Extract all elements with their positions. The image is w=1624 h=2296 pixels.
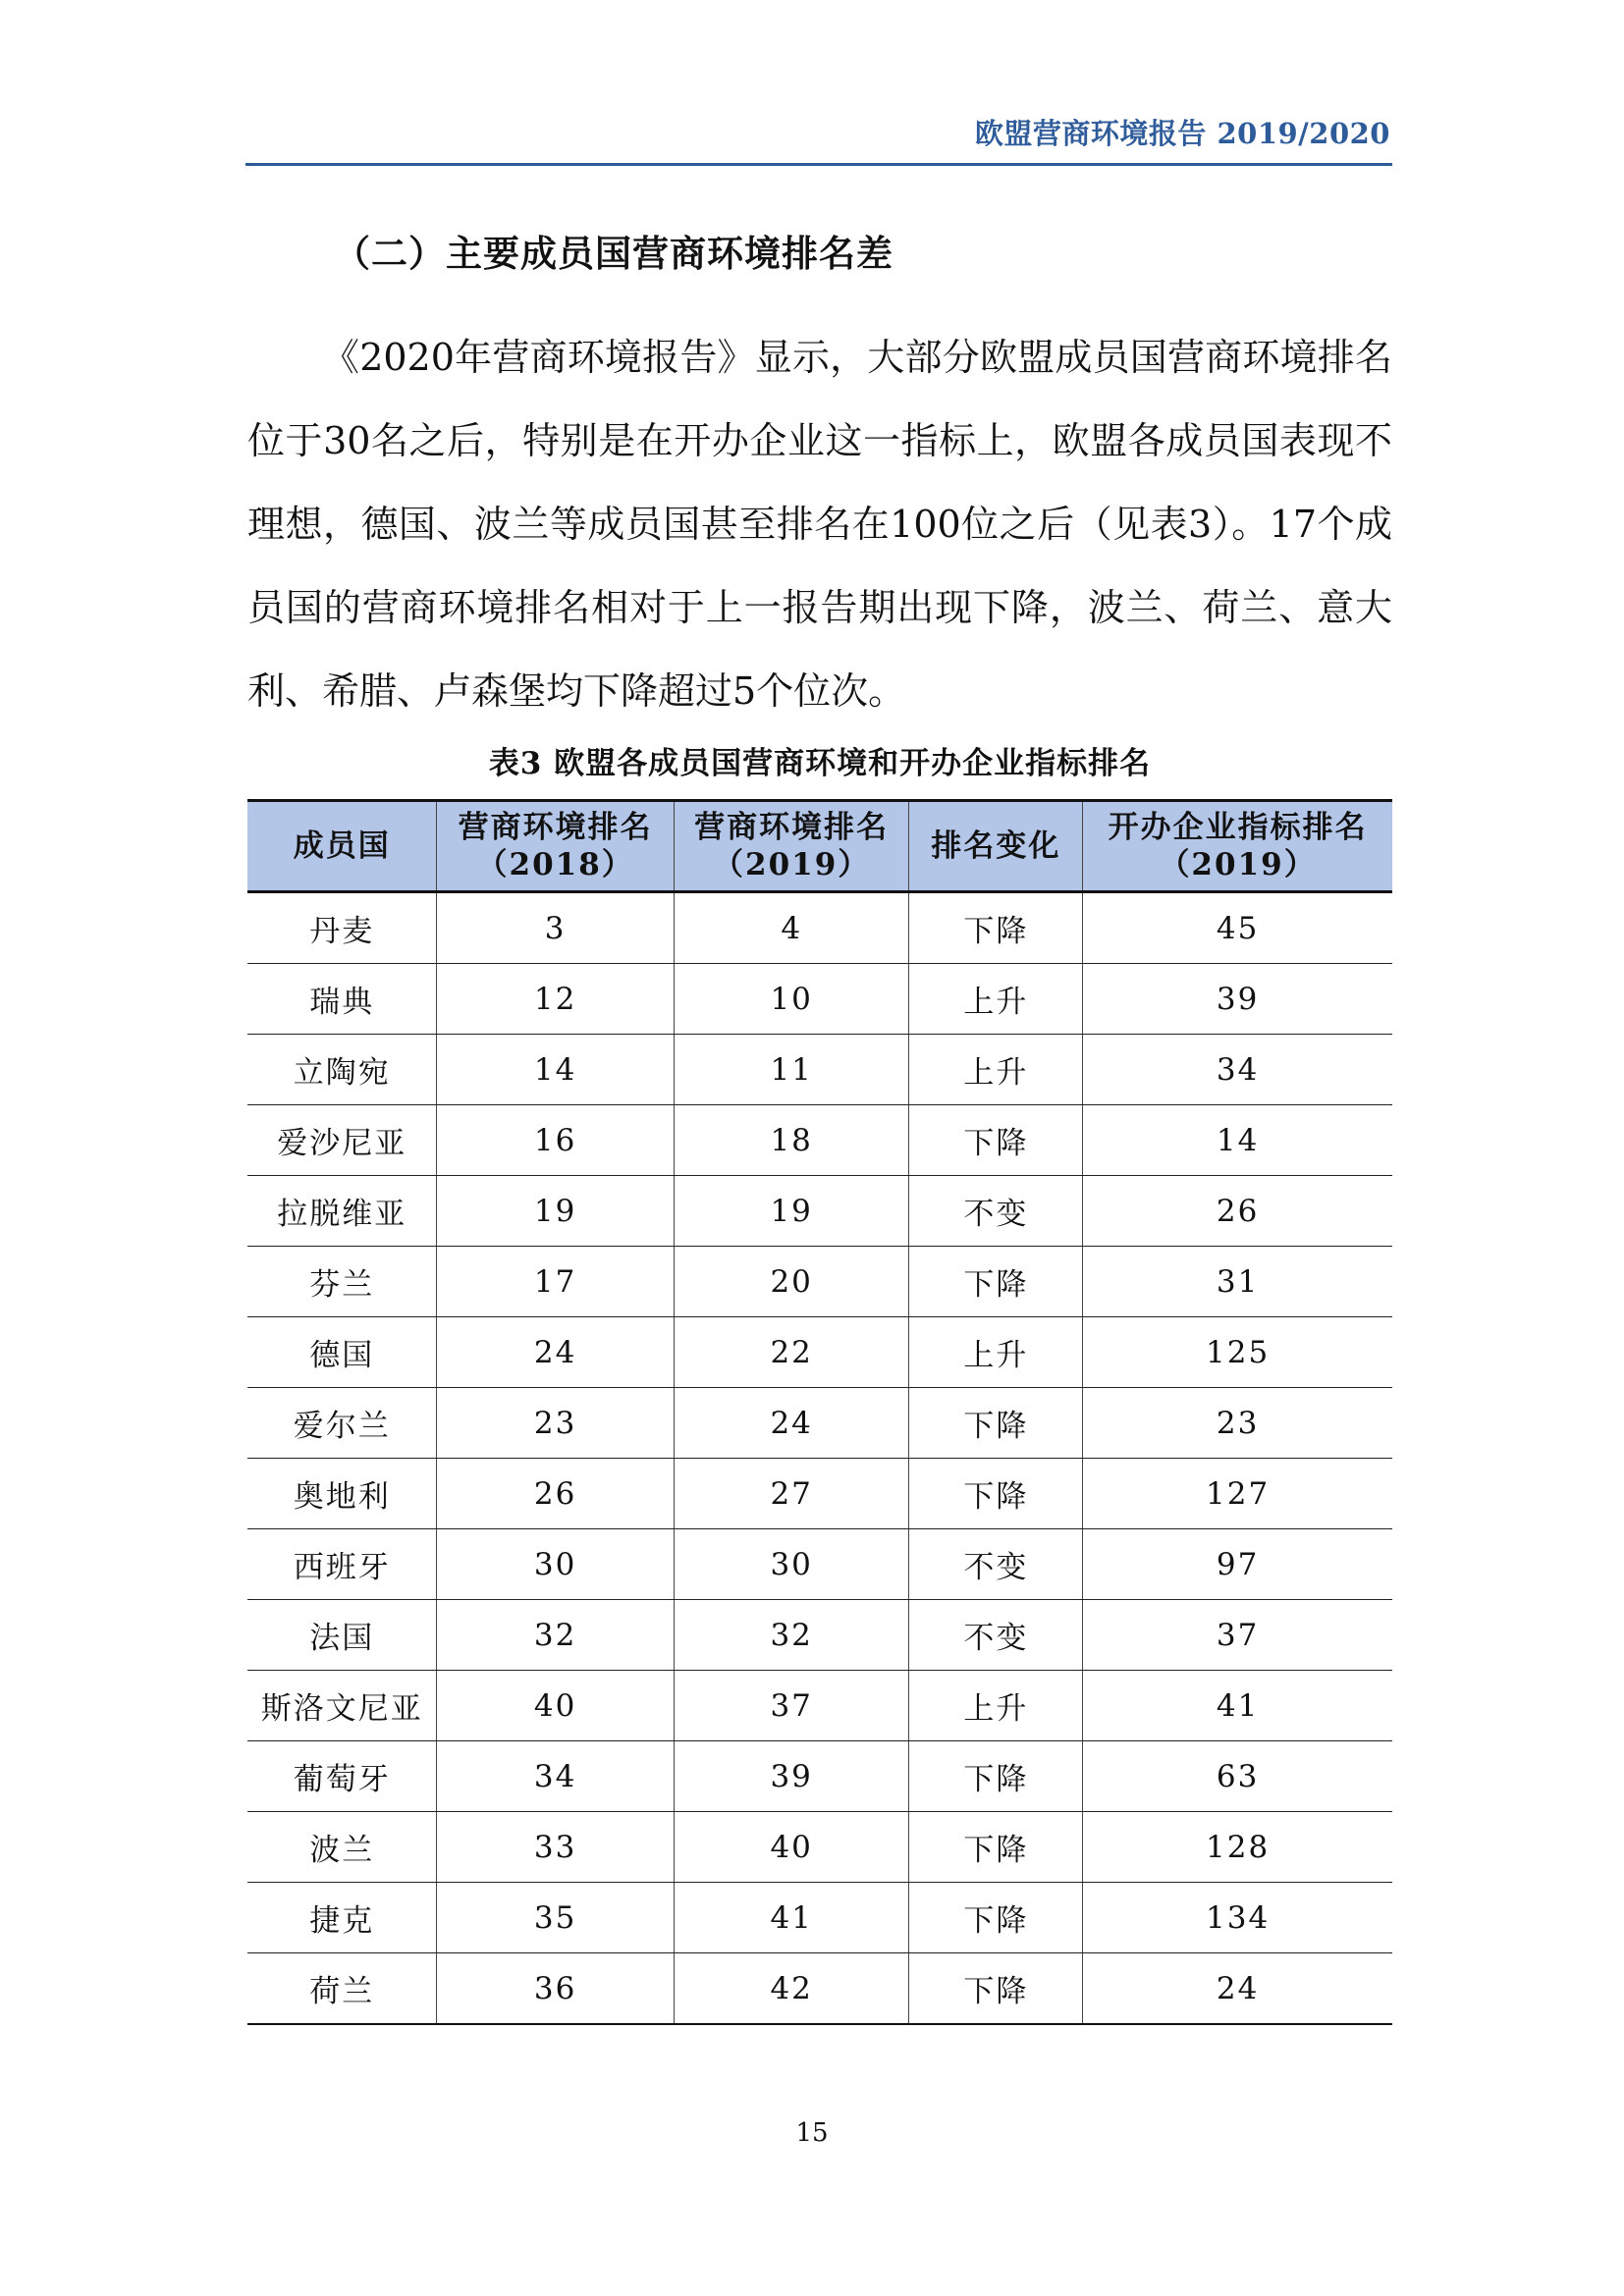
cell-rank-change: 不变 <box>909 1176 1083 1247</box>
cell-country: 瑞典 <box>247 964 437 1035</box>
cell-rank-2019: 42 <box>674 1953 909 2025</box>
cell-country: 奥地利 <box>247 1459 437 1529</box>
cell-rank-2019: 27 <box>674 1459 909 1529</box>
table-row <box>247 1317 1392 1388</box>
cell-rank-2019: 19 <box>674 1176 909 1247</box>
cell-country: 立陶宛 <box>247 1035 437 1105</box>
cell-rank-change: 下降 <box>909 1388 1083 1459</box>
table-row <box>247 1176 1392 1247</box>
cell-rank-change: 下降 <box>909 1247 1083 1317</box>
table-row <box>247 1247 1392 1317</box>
cell-country: 芬兰 <box>247 1247 437 1317</box>
cell-country: 捷克 <box>247 1883 437 1953</box>
page-number: 15 <box>795 2118 829 2148</box>
table-row <box>247 1600 1392 1671</box>
cell-starting-business: 125 <box>1083 1317 1392 1388</box>
table-row <box>247 1812 1392 1883</box>
cell-rank-2018: 35 <box>437 1883 674 1953</box>
cell-rank-2019: 10 <box>674 964 909 1035</box>
cell-rank-2019: 32 <box>674 1600 909 1671</box>
header-rank-2019 <box>674 801 909 892</box>
cell-country: 荷兰 <box>247 1953 437 2025</box>
cell-rank-2019: 37 <box>674 1671 909 1741</box>
cell-starting-business: 26 <box>1083 1176 1392 1247</box>
table-row <box>247 892 1392 964</box>
cell-rank-change: 下降 <box>909 892 1083 964</box>
cell-country: 爱沙尼亚 <box>247 1105 437 1176</box>
body-paragraph: 《2020年营商环境报告》显示，大部分欧盟成员国营商环境排名位于30名之后，特别是在开办企业这一指标上，欧盟各成员国表现不理想，德国、波兰等成员国甚至排名在100位之后（见表3）。17个成员国的营商环境排名相对于上一报告期出现下降，波兰、荷兰、意大利、希腊、卢森堡均下降超过5个位次。 <box>247 336 1392 713</box>
header-rank-2019-line1: 营商环境排名 <box>694 810 890 845</box>
cell-country: 丹麦 <box>247 892 437 964</box>
cell-rank-2019: 41 <box>674 1883 909 1953</box>
cell-rank-2018: 34 <box>437 1741 674 1812</box>
table-row <box>247 1741 1392 1812</box>
cell-rank-2018: 30 <box>437 1529 674 1600</box>
table-row <box>247 1953 1392 2025</box>
cell-rank-2018: 36 <box>437 1953 674 2025</box>
cell-rank-2018: 33 <box>437 1812 674 1883</box>
cell-rank-2018: 23 <box>437 1388 674 1459</box>
cell-rank-2019: 4 <box>674 892 909 964</box>
table-body <box>247 892 1392 2025</box>
header-starting-business-line1: 开办企业指标排名 <box>1108 810 1368 845</box>
header-country <box>247 801 437 892</box>
cell-rank-2018: 12 <box>437 964 674 1035</box>
cell-rank-change: 上升 <box>909 964 1083 1035</box>
header-rank-change-label: 排名变化 <box>931 828 1061 864</box>
cell-rank-change: 下降 <box>909 1105 1083 1176</box>
cell-rank-change: 下降 <box>909 1812 1083 1883</box>
cell-country: 葡萄牙 <box>247 1741 437 1812</box>
cell-starting-business: 127 <box>1083 1459 1392 1529</box>
cell-starting-business: 134 <box>1083 1883 1392 1953</box>
cell-rank-2019: 11 <box>674 1035 909 1105</box>
cell-rank-2019: 39 <box>674 1741 909 1812</box>
cell-rank-change: 不变 <box>909 1529 1083 1600</box>
header-rank-2018-line1: 营商环境排名 <box>458 810 653 845</box>
table-row <box>247 1105 1392 1176</box>
cell-rank-2019: 30 <box>674 1529 909 1600</box>
cell-starting-business: 34 <box>1083 1035 1392 1105</box>
header-country-label: 成员国 <box>293 828 391 864</box>
cell-rank-change: 下降 <box>909 1741 1083 1812</box>
table-row <box>247 1671 1392 1741</box>
cell-country: 西班牙 <box>247 1529 437 1600</box>
cell-rank-change: 上升 <box>909 1317 1083 1388</box>
cell-rank-change: 下降 <box>909 1953 1083 2025</box>
cell-starting-business: 63 <box>1083 1741 1392 1812</box>
cell-starting-business: 24 <box>1083 1953 1392 2025</box>
header-starting-business-line2: （2019） <box>1159 847 1317 882</box>
cell-rank-2018: 3 <box>437 892 674 964</box>
ranking-table <box>247 799 1392 2025</box>
cell-rank-2018: 17 <box>437 1247 674 1317</box>
cell-rank-2018: 26 <box>437 1459 674 1529</box>
cell-rank-2018: 40 <box>437 1671 674 1741</box>
cell-rank-2019: 24 <box>674 1388 909 1459</box>
table-row <box>247 964 1392 1035</box>
cell-country: 爱尔兰 <box>247 1388 437 1459</box>
table-row <box>247 1388 1392 1459</box>
cell-rank-change: 不变 <box>909 1600 1083 1671</box>
cell-rank-2019: 22 <box>674 1317 909 1388</box>
table-row <box>247 1883 1392 1953</box>
cell-country: 波兰 <box>247 1812 437 1883</box>
cell-rank-2019: 20 <box>674 1247 909 1317</box>
cell-country: 法国 <box>247 1600 437 1671</box>
cell-rank-2018: 19 <box>437 1176 674 1247</box>
header-divider <box>245 163 1392 166</box>
cell-starting-business: 37 <box>1083 1600 1392 1671</box>
cell-rank-2018: 14 <box>437 1035 674 1105</box>
cell-starting-business: 128 <box>1083 1812 1392 1883</box>
cell-rank-change: 下降 <box>909 1459 1083 1529</box>
header-rank-2019-line2: （2019） <box>713 847 871 882</box>
cell-starting-business: 14 <box>1083 1105 1392 1176</box>
table-row <box>247 1459 1392 1529</box>
header-rank-2018-line2: （2018） <box>476 847 634 882</box>
cell-rank-change: 下降 <box>909 1883 1083 1953</box>
header-rank-2018 <box>437 801 674 892</box>
cell-starting-business: 31 <box>1083 1247 1392 1317</box>
cell-starting-business: 97 <box>1083 1529 1392 1600</box>
table-header-row <box>247 801 1392 892</box>
cell-rank-2019: 40 <box>674 1812 909 1883</box>
cell-rank-2019: 18 <box>674 1105 909 1176</box>
cell-rank-change: 上升 <box>909 1035 1083 1105</box>
cell-starting-business: 23 <box>1083 1388 1392 1459</box>
header-rank-change <box>909 801 1083 892</box>
cell-rank-change: 上升 <box>909 1671 1083 1741</box>
cell-starting-business: 39 <box>1083 964 1392 1035</box>
cell-country: 德国 <box>247 1317 437 1388</box>
cell-rank-2018: 16 <box>437 1105 674 1176</box>
cell-rank-2018: 24 <box>437 1317 674 1388</box>
cell-country: 斯洛文尼亚 <box>247 1671 437 1741</box>
cell-starting-business: 41 <box>1083 1671 1392 1741</box>
running-header-title: 欧盟营商环境报告 2019/2020 <box>974 117 1390 150</box>
cell-starting-business: 45 <box>1083 892 1392 964</box>
header-starting-business <box>1083 801 1392 892</box>
cell-country: 拉脱维亚 <box>247 1176 437 1247</box>
table-row <box>247 1035 1392 1105</box>
cell-rank-2018: 32 <box>437 1600 674 1671</box>
table-caption: 表3 欧盟各成员国营商环境和开办企业指标排名 <box>488 746 1152 781</box>
body-text <box>247 316 1392 733</box>
table-row <box>247 1529 1392 1600</box>
section-heading: （二）主要成员国营商环境排名差 <box>334 232 893 275</box>
